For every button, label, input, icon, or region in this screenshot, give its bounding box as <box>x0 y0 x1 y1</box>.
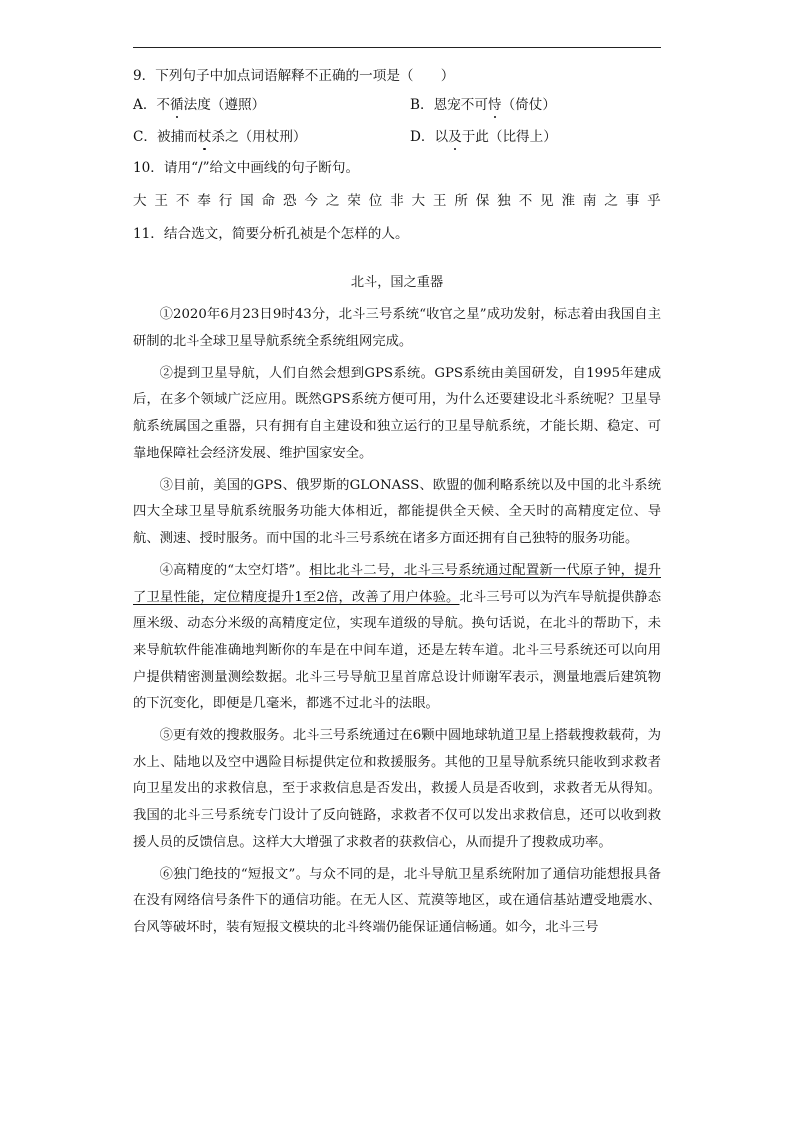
header-rule <box>133 47 661 48</box>
question-11-stem: 11．结合选文，简要分析孔祯是个怎样的人。 <box>133 226 409 242</box>
article-paragraph-4 <box>133 558 661 718</box>
option-d-suffix: 于此（比得上） <box>461 129 557 145</box>
passage-char: 之 <box>325 193 340 209</box>
passage-char: 乎 <box>647 193 661 209</box>
option-c-dotted-word: 杖 <box>197 129 212 145</box>
option-b-prefix: B．恩宠不可 <box>410 97 488 113</box>
option-a <box>133 95 265 115</box>
option-d <box>410 127 557 147</box>
passage-char: 王 <box>432 193 447 209</box>
option-c <box>133 127 307 147</box>
article-title: 北斗，国之重器 <box>350 275 444 290</box>
paragraph-4-rest: 北斗三号可以为汽车导航提供静态厘米级、动态分米级的高精度定位，实现车道级的导航。换句话说，在北斗的帮助下，未来导航软件能准确地判断你的车是在中间车道，还是左转车道。北斗三号系统还可以向用户提供精密测量测绘数据。北斗三号导航卫星首席总设计师谢军表示，测量地震后建筑物的下沉变化，即便是几毫米，都逃不过北斗的法眼。 <box>133 589 662 712</box>
question-10-passage <box>133 191 661 211</box>
passage-char: 不 <box>518 193 533 209</box>
option-b <box>410 95 556 115</box>
question-10-stem: 10．请用“/”给文中画线的句子断句。 <box>133 160 360 176</box>
passage-char: 见 <box>540 193 554 209</box>
article-paragraph-3: ③目前，美国的GPS、俄罗斯的GLONASS、欧盟的伽利略系统以及中国的北斗系统四大全球卫星导航系统服务功能大体相近，都能提供全天候、全天时的高精度定位、导航、测速、授时服务。而中国的北斗三号系统在诸多方面还拥有自己独特的服务功能。 <box>133 477 661 546</box>
paragraph-4-underlined-sentence: 相比北斗二号，北斗三号系统通过配置新一代原子钟，提升了卫星性能，定位精度提升1至2倍，改善了用户体验。 <box>133 563 661 605</box>
passage-char: 之 <box>604 193 618 209</box>
passage-char: 恐 <box>282 193 297 209</box>
passage-char: 奉 <box>197 193 211 209</box>
option-d-dotted-word: 及 <box>448 129 462 145</box>
passage-char: 国 <box>240 193 254 209</box>
passage-char: 位 <box>368 193 383 209</box>
option-a-prefix: A．不 <box>133 97 171 113</box>
passage-char: 大 <box>411 193 426 209</box>
passage-char: 南 <box>582 193 597 209</box>
passage-char: 命 <box>261 193 276 209</box>
passage-char: 今 <box>304 193 318 209</box>
option-a-dotted-word: 循 <box>170 97 184 113</box>
article-paragraph-2: ②提到卫星导航，人们自然会想到GPS系统。GPS系统由美国研发，自1995年建成后，在多个领域广泛应用。既然GPS系统方便可用，为什么还要建设北斗系统呢？卫星导航系统属国之重器，只有拥有自主建设和独立运行的卫星导航系统，才能长期、稳定、可靠地保障社会经济发展、维护国家安全。 <box>133 365 661 461</box>
article-paragraph-5: ⑤更有效的搜救服务。北斗三号系统通过在6颗中圆地球轨道卫星上搭载搜救载荷，为水上、陆地以及空中遇险目标提供定位和救援服务。其他的卫星导航系统只能收到求救者向卫星发出的求救信息，至于求救信息是否发出，救援人员是否收到，求救者无从得知。我国的北斗三号系统专门设计了反向链路，求救者不仅可以发出求救信息，还可以收到救援人员的反馈信息。这样大大增强了求救者的获救信心，从而提升了搜救成功率。 <box>133 728 661 850</box>
question-9-stem: 9．下列句子中加点词语解释不正确的一项是（ ） <box>133 68 455 84</box>
article-paragraph-6: ⑥独门绝技的“短报文”。与众不同的是，北斗导航卫星系统附加了通信功能想报具备在没有网络信号条件下的通信功能。在无人区、荒漠等地区，或在通信基站遭受地震水、台风等破坏时，装有短报文模块的北斗终端仍能保证通信畅通。如今，北斗三号 <box>133 866 661 936</box>
passage-char: 不 <box>175 193 190 209</box>
option-b-suffix: （倚仗） <box>501 97 556 113</box>
passage-char: 事 <box>625 193 640 209</box>
option-c-prefix: C．被捕而 <box>133 129 198 145</box>
passage-char: 荣 <box>347 193 361 209</box>
option-b-dotted-word: 恃 <box>487 97 502 113</box>
option-c-suffix: 杀之（用杖刑） <box>211 129 307 145</box>
option-d-prefix: D．以 <box>410 129 449 145</box>
passage-char: 非 <box>390 193 404 209</box>
option-a-suffix: 法度（遵照） <box>183 97 266 113</box>
passage-char: 王 <box>154 193 169 209</box>
passage-char: 淮 <box>561 193 576 209</box>
article-body <box>133 302 661 947</box>
passage-char: 所 <box>454 193 468 209</box>
passage-char: 保 <box>475 193 490 209</box>
paragraph-4-lead: ④高精度的“太空灯塔”。 <box>159 563 310 579</box>
passage-char: 独 <box>497 193 511 209</box>
passage-char: 行 <box>218 193 233 209</box>
passage-char: 大 <box>133 193 147 209</box>
article-paragraph-1: ①2020年6月23日9时43分，北斗三号系统“收官之星”成功发射，标志着由我国自主研制的北斗全球卫星导航系统全系统组网完成。 <box>133 307 661 349</box>
